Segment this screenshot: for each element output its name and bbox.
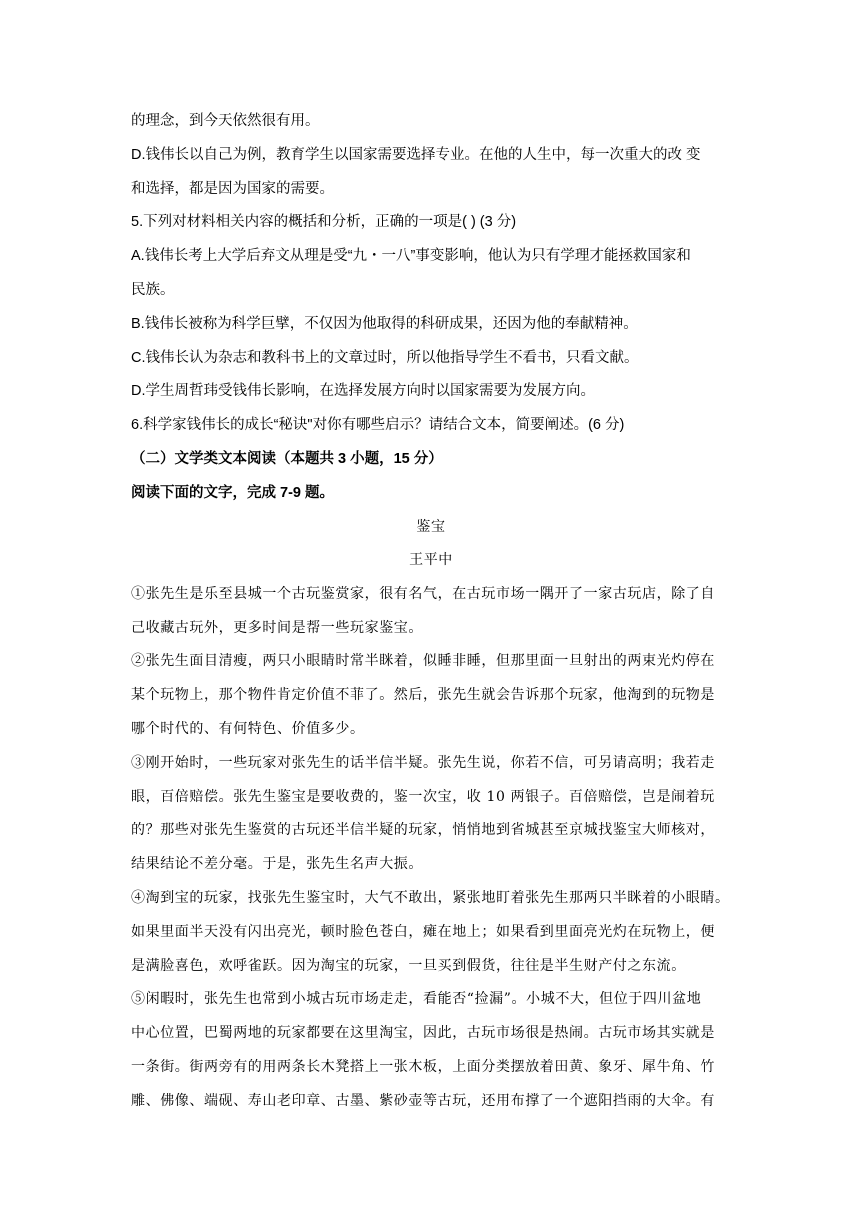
- paragraph-line: 一条街。街两旁有的用两条长木凳搭上一张木板，上面分类摆放着田黄、象牙、犀牛角、竹: [131, 1059, 715, 1075]
- option-d: D.钱伟长以自己为例，教育学生以国家需要选择专业。在他的人生中，每一次重大的改 变: [131, 147, 701, 163]
- story-title: 鉴宝: [416, 519, 446, 535]
- paragraph-line: ⑤闲暇时，张先生也常到小城古玩市场走走，看能否“捡漏”。小城不大，但位于四川盆地: [131, 991, 702, 1007]
- paragraph-line: ①张先生是乐至县城一个古玩鉴赏家，很有名气，在古玩市场一隅开了一家古玩店，除了自: [131, 586, 715, 602]
- paragraph-line: ②张先生面目清瘦，两只小眼睛时常半眯着，似睡非睡，但那里面一旦射出的两束光灼停在: [131, 653, 715, 669]
- option-a: A.钱伟长考上大学后弃文从理是受“九・一八”事变影响，他认为只有学理才能拯救国家和: [131, 248, 691, 264]
- paragraph-line: 雕、佛像、端砚、寿山老印章、古墨、紫砂壶等古玩，还用布撑了一个遮阳挡雨的大伞。有: [131, 1093, 715, 1109]
- option-c: C.钱伟长认为杂志和教科书上的文章过时，所以他指导学生不看书，只看文献。: [131, 350, 639, 366]
- text-line: 民族。: [131, 282, 175, 298]
- story-author: 王平中: [409, 552, 453, 568]
- question-5: 5.下列对材料相关内容的概括和分析，正确的一项是( ) (3 分): [131, 214, 517, 230]
- paragraph-line: 哪个时代的、有何特色、价值多少。: [131, 721, 365, 737]
- paragraph-line: 己收藏古玩外，更多时间是帮一些玩家鉴宝。: [131, 620, 423, 636]
- paragraph-line: ④淘到宝的玩家，找张先生鉴宝时，大气不敢出，紧张地盯着张先生那两只半眯着的小眼睛。: [131, 890, 730, 906]
- paragraph-line: 是满脸喜色，欢呼雀跃。因为淘宝的玩家，一旦买到假货，往往是半生财产付之东流。: [131, 958, 686, 974]
- paragraph-line: 某个玩物上，那个物件肯定价值不菲了。然后，张先生就会告诉那个玩家，他淘到的玩物是: [131, 687, 715, 703]
- paragraph-line: 眼，百倍赔偿。张先生鉴宝是要收费的，鉴一次宝，收 10 两银子。百倍赔偿，岂是闹着玩: [131, 789, 715, 805]
- paragraph-line: 的？那些对张先生鉴赏的古玩还半信半疑的玩家，悄悄地到省城甚至京城找鉴宝大师核对，: [131, 822, 715, 838]
- question-6: 6.科学家钱伟长的成长“秘诀"对你有哪些启示？请结合文本，简要阐述。(6 分): [131, 417, 625, 433]
- option-b: B.钱伟长被称为科学巨擘，不仅因为他取得的科研成果，还因为他的奉献精神。: [131, 316, 638, 332]
- paragraph-line: 如果里面半天没有闪出亮光，顿时脸色苍白，瘫在地上；如果看到里面亮光灼在玩物上，便: [131, 924, 715, 940]
- instruction: 阅读下面的文字，完成 7-9 题。: [131, 485, 335, 501]
- section-heading: （二）文学类文本阅读（本题共 3 小题，15 分）: [131, 451, 443, 467]
- text-line: 和选择，都是因为国家的需要。: [131, 181, 334, 197]
- paragraph-line: 结果结论不差分毫。于是，张先生名声大振。: [131, 856, 423, 872]
- option-d: D.学生周哲玮受钱伟长影响，在选择发展方向时以国家需要为发展方向。: [131, 383, 595, 399]
- paragraph-line: ③刚开始时，一些玩家对张先生的话半信半疑。张先生说，你若不信，可另请高明；我若走: [131, 755, 715, 771]
- text-line: 的理念，到今天依然很有用。: [131, 113, 320, 129]
- paragraph-line: 中心位置，巴蜀两地的玩家都要在这里淘宝，因此，古玩市场很是热闹。古玩市场其实就是: [131, 1025, 715, 1041]
